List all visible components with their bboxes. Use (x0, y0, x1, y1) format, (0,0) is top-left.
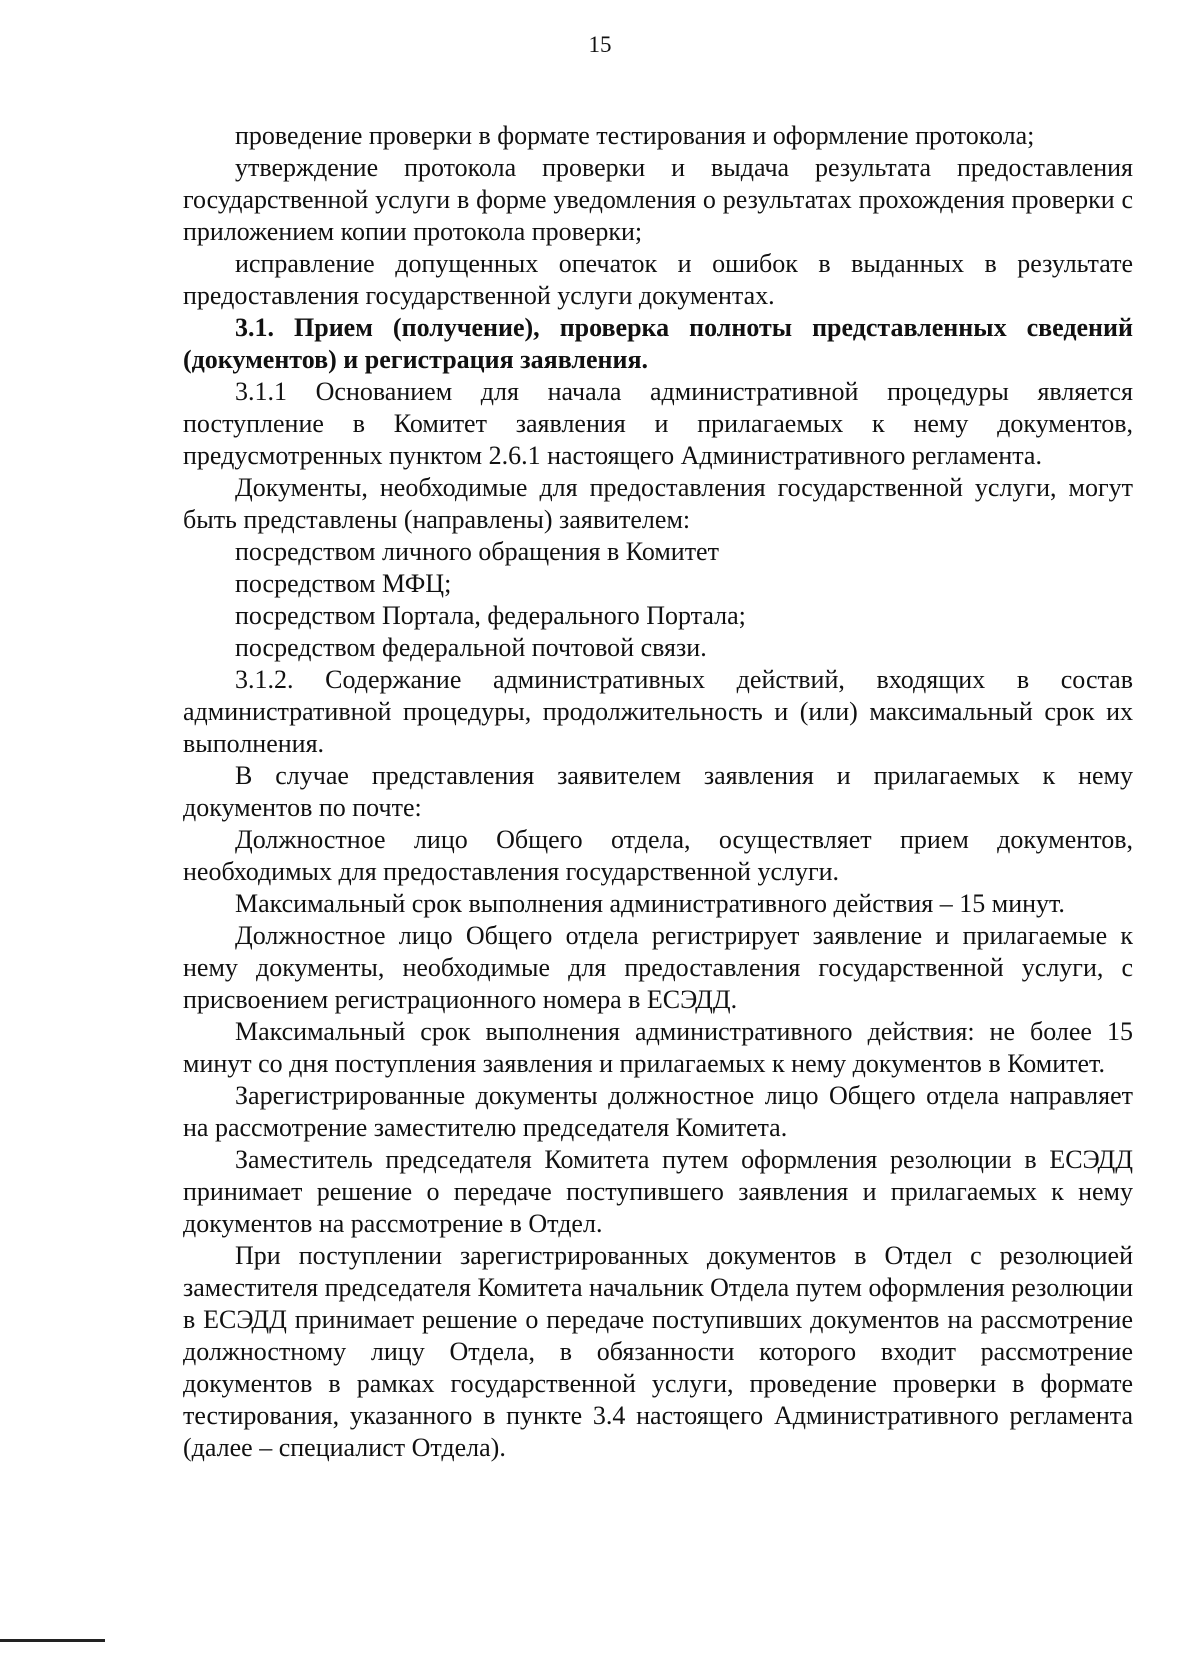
list-item-mfc: посредством МФЦ; (235, 569, 452, 598)
list-item-personal-visit: посредством личного обращения в Комитет (235, 537, 719, 566)
scan-edge-mark (0, 1639, 105, 1642)
section-heading-3-1: 3.1. Прием (получение), проверка полноты представленных сведений (документов) и регистрация заявления. (183, 313, 1133, 374)
paragraph-typo-correction: исправление допущенных опечаток и ошибок в выданных в результате предоставления государственной услуги документах. (183, 249, 1133, 310)
paragraph-by-mail: В случае представления заявителем заявления и прилагаемых к нему документов по почте: (183, 761, 1133, 822)
paragraph-department-head: При поступлении зарегистрированных документов в Отдел с резолюцией заместителя председателя Комитета начальник Отдела путем оформления резолюции в ЕСЭДД принимает решение о передаче поступивших документов на рассмотрение должностному лицу Отдела, в обязанности которого входит рассмотрение документов в рамках государственной услуги, проведение проверки в формате тестирования, указанного в пункте 3.4 настоящего Административного регламента (далее – специалист Отдела). (183, 1241, 1133, 1462)
paragraph-testing-protocol: проведение проверки в формате тестирования и оформление протокола; (235, 121, 1035, 150)
paragraph-max-time-receipt: Максимальный срок выполнения административного действия – 15 минут. (235, 889, 1065, 918)
paragraph-submission-methods: Документы, необходимые для предоставления государственной услуги, могут быть представлены (направлены) заявителем: (183, 473, 1133, 534)
page-number: 15 (588, 32, 612, 57)
paragraph-forwarding: Зарегистрированные документы должностное лицо Общего отдела направляет на рассмотрение заместителю председателя Комитета. (183, 1081, 1133, 1142)
paragraph-3-1-2: 3.1.2. Содержание административных действий, входящих в состав административной процедуры, продолжительность и (или) максимальный срок их выполнения. (183, 665, 1133, 758)
paragraph-protocol-approval: утверждение протокола проверки и выдача результата предоставления государственной услуги в форме уведомления о результатах прохождения проверки с приложением копии протокола проверки; (183, 153, 1133, 246)
list-item-portal: посредством Портала, федерального Портала; (235, 601, 746, 630)
paragraph-deputy-resolution: Заместитель председателя Комитета путем оформления резолюции в ЕСЭДД принимает решение о передаче поступившего заявления и прилагаемых к нему документов на рассмотрение в Отдел. (183, 1145, 1133, 1238)
paragraph-registration: Должностное лицо Общего отдела регистрирует заявление и прилагаемые к нему документы, необходимые для предоставления государственной услуги, с присвоением регистрационного номера в ЕСЭДД. (183, 921, 1133, 1014)
list-item-postal: посредством федеральной почтовой связи. (235, 633, 707, 662)
paragraph-3-1-1: 3.1.1 Основанием для начала административной процедуры является поступление в Комитет заявления и прилагаемых к нему документов, предусмотренных пунктом 2.6.1 настоящего Административного регламента. (183, 377, 1133, 470)
paragraph-receipt: Должностное лицо Общего отдела, осуществляет прием документов, необходимых для предоставления государственной услуги. (183, 825, 1133, 886)
paragraph-max-time-registration: Максимальный срок выполнения административного действия: не более 15 минут со дня поступления заявления и прилагаемых к нему документов в Комитет. (183, 1017, 1133, 1078)
document-body (183, 120, 1133, 1464)
